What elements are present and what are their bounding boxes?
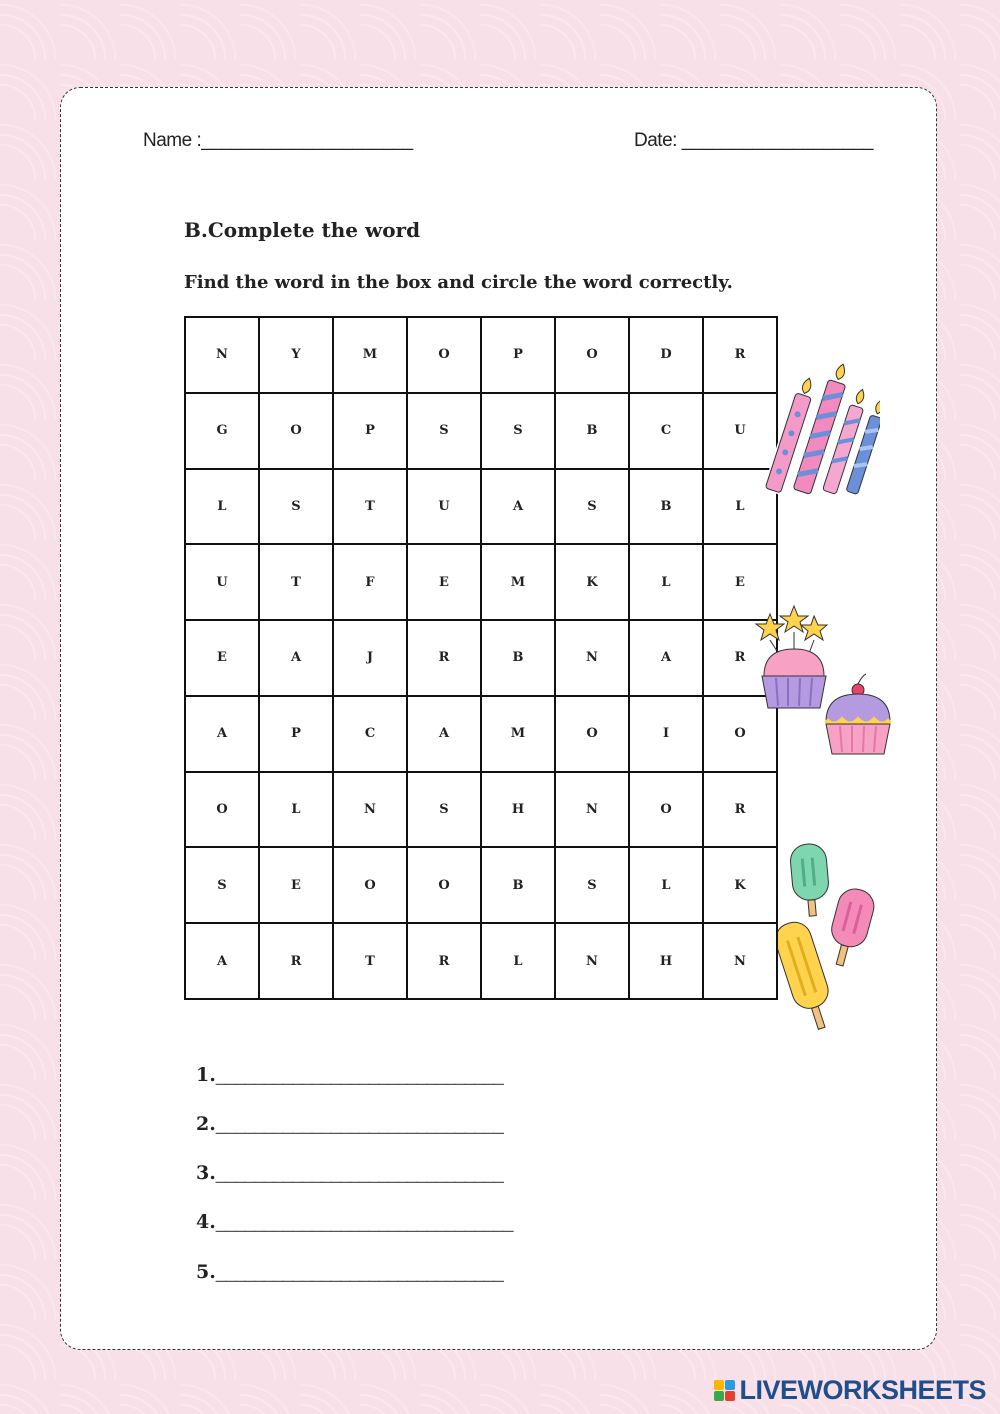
grid-cell[interactable]: O <box>185 772 259 848</box>
instruction-text: Find the word in the box and circle the word correctly. <box>184 272 733 293</box>
grid-cell[interactable]: S <box>407 772 481 848</box>
grid-cell[interactable]: I <box>629 696 703 772</box>
grid-cell[interactable]: U <box>185 544 259 620</box>
grid-cell[interactable]: J <box>333 620 407 696</box>
word-search-grid <box>184 316 778 1000</box>
grid-cell[interactable]: C <box>629 393 703 469</box>
grid-cell[interactable]: T <box>259 544 333 620</box>
grid-cell[interactable]: O <box>407 847 481 923</box>
grid-cell[interactable]: P <box>333 393 407 469</box>
grid-cell[interactable]: R <box>259 923 333 999</box>
grid-cell[interactable]: H <box>481 772 555 848</box>
answer-blank[interactable]: ______________________________ <box>215 1065 503 1086</box>
grid-cell[interactable]: A <box>407 696 481 772</box>
grid-cell[interactable]: N <box>555 923 629 999</box>
grid-cell[interactable]: A <box>259 620 333 696</box>
grid-cell[interactable]: R <box>407 923 481 999</box>
answer-blank[interactable]: ______________________________ <box>215 1163 503 1184</box>
grid-cell[interactable]: F <box>333 544 407 620</box>
date-field[interactable]: Date: ___________________ <box>634 130 873 151</box>
grid-cell[interactable]: R <box>703 772 777 848</box>
grid-cell[interactable]: N <box>555 772 629 848</box>
grid-cell[interactable]: S <box>555 469 629 545</box>
grid-cell[interactable]: S <box>259 469 333 545</box>
grid-cell[interactable]: T <box>333 469 407 545</box>
grid-cell[interactable]: L <box>259 772 333 848</box>
answer-number: 1. <box>196 1064 216 1086</box>
grid-cell[interactable]: H <box>629 923 703 999</box>
grid-cell[interactable]: L <box>703 469 777 545</box>
answer-number: 3. <box>196 1162 216 1184</box>
name-field[interactable]: Name :_____________________ <box>143 130 413 151</box>
grid-cell[interactable]: O <box>629 772 703 848</box>
grid-cell[interactable]: B <box>481 847 555 923</box>
grid-cell[interactable]: E <box>259 847 333 923</box>
grid-cell[interactable]: O <box>333 847 407 923</box>
grid-cell[interactable]: B <box>481 620 555 696</box>
answer-line-1[interactable] <box>196 1064 503 1087</box>
liveworksheets-watermark[interactable] <box>714 1375 986 1406</box>
grid-cell[interactable]: N <box>703 923 777 999</box>
grid-cell[interactable]: P <box>481 317 555 393</box>
grid-cell[interactable]: E <box>703 544 777 620</box>
grid-cell[interactable]: U <box>407 469 481 545</box>
grid-cell[interactable]: Y <box>259 317 333 393</box>
answer-blank[interactable]: _______________________________ <box>215 1212 513 1233</box>
answer-number: 5. <box>196 1261 216 1283</box>
grid-cell[interactable]: O <box>555 317 629 393</box>
grid-cell[interactable]: E <box>407 544 481 620</box>
grid-cell[interactable]: R <box>703 620 777 696</box>
grid-cell[interactable]: A <box>185 923 259 999</box>
grid-cell[interactable]: U <box>703 393 777 469</box>
grid-cell[interactable]: K <box>703 847 777 923</box>
popsicles-icon <box>778 838 893 1038</box>
grid-cell[interactable]: K <box>555 544 629 620</box>
answer-blank[interactable]: ______________________________ <box>215 1262 503 1283</box>
grid-cell[interactable]: N <box>555 620 629 696</box>
grid-cell[interactable]: A <box>629 620 703 696</box>
grid-cell[interactable]: R <box>703 317 777 393</box>
grid-cell[interactable]: O <box>555 696 629 772</box>
grid-cell[interactable]: A <box>185 696 259 772</box>
grid-cell[interactable]: M <box>481 696 555 772</box>
grid-cell[interactable]: C <box>333 696 407 772</box>
answer-line-2[interactable] <box>196 1113 503 1136</box>
grid-cell[interactable]: S <box>407 393 481 469</box>
grid-cell[interactable]: M <box>333 317 407 393</box>
grid-cell[interactable]: G <box>185 393 259 469</box>
grid-cell[interactable]: O <box>259 393 333 469</box>
grid-cell[interactable]: S <box>185 847 259 923</box>
grid-cell[interactable]: A <box>481 469 555 545</box>
grid-cell[interactable]: M <box>481 544 555 620</box>
watermark-text: LIVEWORKSHEETS <box>739 1375 986 1405</box>
answer-line-3[interactable] <box>196 1162 503 1185</box>
answer-line-4[interactable] <box>196 1211 512 1234</box>
candles-icon <box>760 355 880 510</box>
cupcakes-icon <box>752 604 892 759</box>
answer-number: 2. <box>196 1113 216 1135</box>
grid-cell[interactable]: L <box>629 847 703 923</box>
grid-cell[interactable]: P <box>259 696 333 772</box>
grid-cell[interactable]: L <box>481 923 555 999</box>
grid-cell[interactable]: S <box>481 393 555 469</box>
answer-number: 4. <box>196 1211 216 1233</box>
grid-cell[interactable]: E <box>185 620 259 696</box>
grid-cell[interactable]: S <box>555 847 629 923</box>
grid-cell[interactable]: D <box>629 317 703 393</box>
grid-cell[interactable]: N <box>333 772 407 848</box>
section-heading: B.Complete the word <box>184 218 421 242</box>
grid-cell[interactable]: R <box>407 620 481 696</box>
grid-cell[interactable]: B <box>555 393 629 469</box>
grid-cell[interactable]: O <box>407 317 481 393</box>
grid-cell[interactable]: B <box>629 469 703 545</box>
grid-cell[interactable]: L <box>185 469 259 545</box>
answer-blank[interactable]: ______________________________ <box>215 1114 503 1135</box>
grid-cell[interactable]: T <box>333 923 407 999</box>
grid-cell[interactable]: O <box>703 696 777 772</box>
grid-cell[interactable]: N <box>185 317 259 393</box>
liveworksheets-logo-icon <box>714 1380 735 1401</box>
grid-cell[interactable]: L <box>629 544 703 620</box>
answer-line-5[interactable] <box>196 1261 503 1284</box>
